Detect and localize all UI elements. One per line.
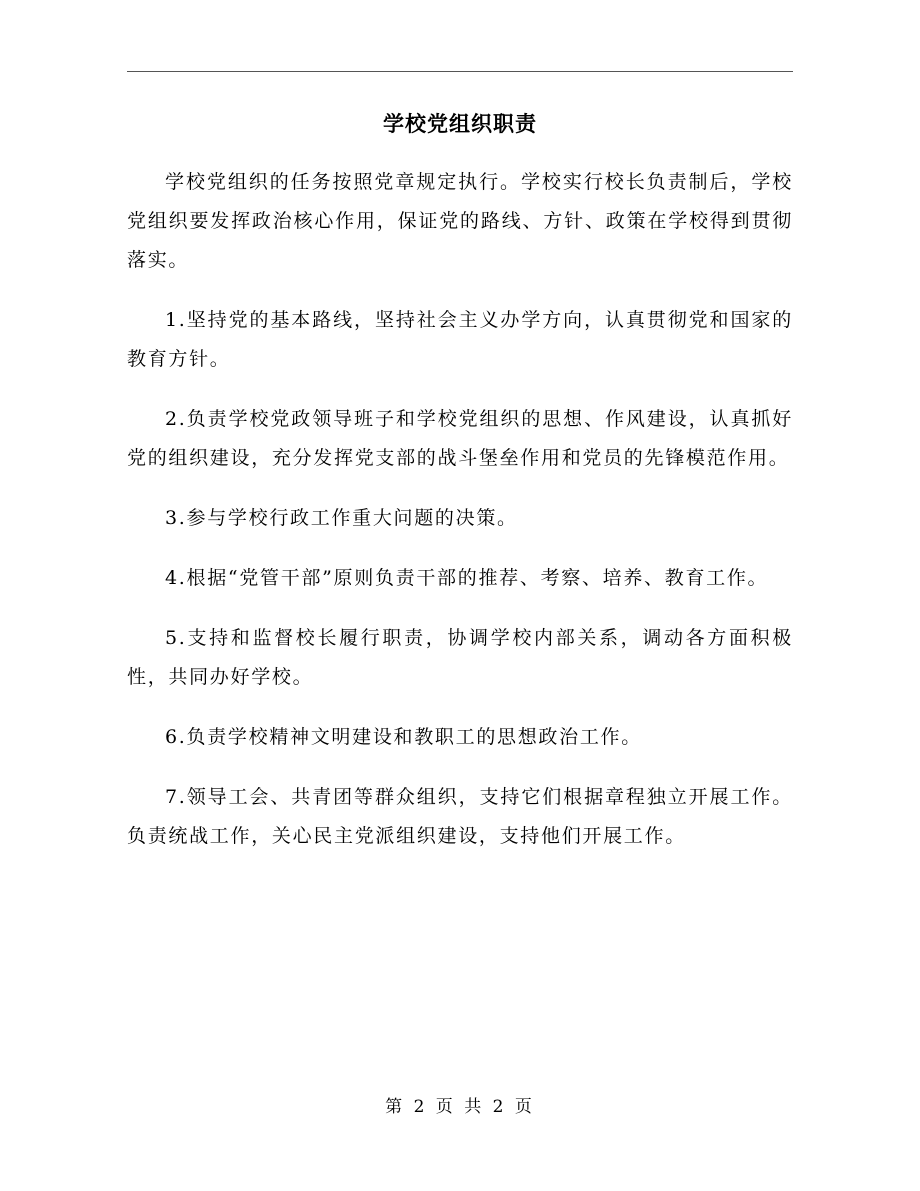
intro-paragraph: 学校党组织的任务按照党章规定执行。学校实行校长负责制后，学校党组织要发挥政治核心作用，保证党的路线、方针、政策在学校得到贯彻落实。	[127, 171, 793, 271]
duty-item-2: 2.负责学校党政领导班子和学校党组织的思想、作风建设，认真抓好党的组织建设，充分发挥党支部的战斗堡垒作用和党员的先锋模范作用。	[127, 408, 793, 469]
duty-item-4: 4.根据“党管干部”原则负责干部的推荐、考察、培养、教育工作。	[165, 567, 769, 589]
duty-item-1: 1.坚持党的基本路线，坚持社会主义办学方向，认真贯彻党和国家的教育方针。	[127, 309, 793, 370]
duty-item-7: 7.领导工会、共青团等群众组织，支持它们根据章程独立开展工作。负责统战工作，关心民主党派组织建设，支持他们开展工作。	[127, 786, 793, 847]
duty-item-6: 6.负责学校精神文明建设和教职工的思想政治工作。	[165, 726, 642, 748]
header-rule	[127, 71, 793, 72]
duty-item-5: 5.支持和监督校长履行职责，协调学校内部关系，调动各方面积极性，共同办好学校。	[127, 627, 793, 688]
duty-item-3: 3.参与学校行政工作重大问题的决策。	[165, 507, 518, 529]
page-number-footer: 第 2 页 共 2 页	[385, 1097, 535, 1117]
document-body	[127, 163, 793, 877]
document-title: 学校党组织职责	[383, 111, 537, 136]
